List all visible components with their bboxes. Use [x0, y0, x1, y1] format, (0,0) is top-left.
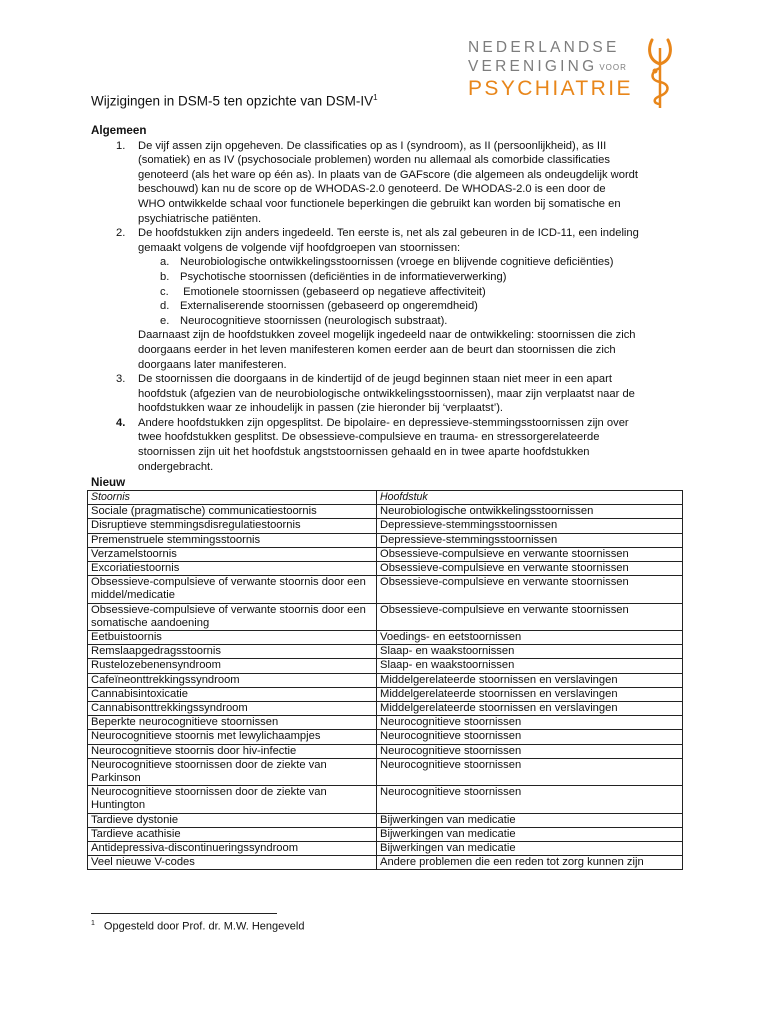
nieuw-table	[87, 490, 683, 870]
sub-list-text: Externaliserende stoornissen (gebaseerd op ongeremdheid)	[180, 300, 478, 313]
list-line: doorgaans eerder in het leven manifesteren komen eerder aan de beurt dan stoornissen die zich	[138, 343, 616, 356]
cell-stoornis: Neurocognitieve stoornissen door de ziekte van Parkinson	[88, 758, 377, 785]
list-item-3	[91, 372, 691, 416]
logo-line-2-small: VOOR	[599, 63, 627, 72]
list-number: 4.	[116, 416, 126, 429]
sub-list-text: Psychotische stoornissen (deficiënties in de informatieverwerking)	[180, 270, 507, 283]
list-line: WHO ontwikkelde schaal voor functionele beperkingen die gebruikt kan worden bij somatische en	[138, 197, 621, 210]
list-line: De hoofdstukken zijn anders ingedeeld. Ten eerste is, net als zal gebeuren in de ICD-11, een indeling	[138, 227, 639, 240]
cell-stoornis: Excoriatiestoornis	[88, 562, 377, 576]
cell-hoofdstuk: Slaap- en waakstoornissen	[377, 645, 683, 659]
list-item-2	[91, 226, 691, 255]
list-item-4	[91, 416, 691, 474]
logo-line-2	[468, 57, 633, 77]
cell-hoofdstuk: Middelgerelateerde stoornissen en verslavingen	[377, 673, 683, 687]
cell-stoornis: Beperkte neurocognitieve stoornissen	[88, 716, 377, 730]
table-row	[88, 519, 683, 533]
list-number: 1.	[116, 139, 126, 152]
sub-list-item	[91, 285, 691, 300]
table-row	[88, 562, 683, 576]
page-title-text: Wijzigingen in DSM-5 ten opzichte van DSM-IV	[91, 93, 374, 109]
sub-list-letter: c.	[160, 285, 169, 298]
cell-hoofdstuk: Depressieve-stemmingsstoornissen	[377, 519, 683, 533]
cell-stoornis: Obsessieve-compulsieve of verwante stoornis door een middel/medicatie	[88, 576, 377, 603]
cell-hoofdstuk: Neurocognitieve stoornissen	[377, 730, 683, 744]
table-row	[88, 576, 683, 603]
table-row	[88, 505, 683, 519]
cell-hoofdstuk: Neurocognitieve stoornissen	[377, 758, 683, 785]
table-row	[88, 645, 683, 659]
sub-list-letter: e.	[160, 314, 170, 327]
list-number: 3.	[116, 373, 126, 386]
nieuw-heading: Nieuw	[91, 476, 126, 489]
cell-stoornis: Neurocognitieve stoornis door hiv-infectie	[88, 744, 377, 758]
table-row	[88, 786, 683, 813]
list-line: hoofdstukken waar ze inhoudelijk in passen (zie hieronder bij ‘verplaatst’).	[138, 402, 504, 415]
list-line: De stoornissen die doorgaans in de kindertijd of de jeugd beginnen staan niet meer in een apart	[138, 373, 612, 386]
cell-hoofdstuk: Neurobiologische ontwikkelingsstoornissen	[377, 505, 683, 519]
page-title	[91, 93, 378, 109]
cell-hoofdstuk: Bijwerkingen van medicatie	[377, 813, 683, 827]
list-line: (somatiek) en as IV (psychosociale problemen) worden nu allemaal als comorbide classificaties	[138, 154, 610, 167]
table-row	[88, 856, 683, 870]
table-row	[88, 533, 683, 547]
table-row	[88, 659, 683, 673]
table-row	[88, 758, 683, 785]
cell-stoornis: Rustelozebenensyndroom	[88, 659, 377, 673]
cell-stoornis: Antidepressiva-discontinueringssyndroom	[88, 842, 377, 856]
sub-list-text: Neurocognitieve stoornissen (neurologisch substraat).	[180, 314, 448, 327]
cell-hoofdstuk: Voedings- en eetstoornissen	[377, 631, 683, 645]
sub-list-item	[91, 299, 691, 314]
sub-list-item	[91, 270, 691, 285]
cell-stoornis: Tardieve dystonie	[88, 813, 377, 827]
list-line: beschouwd) kan nu de score op de WHODAS-2.0 genoteerd. De WHODAS-2.0 is een door de	[138, 183, 606, 196]
column-header-hoofdstuk: Hoofdstuk	[377, 491, 683, 505]
cell-hoofdstuk: Obsessieve-compulsieve en verwante stoornissen	[377, 576, 683, 603]
cell-hoofdstuk: Neurocognitieve stoornissen	[377, 716, 683, 730]
table-row	[88, 687, 683, 701]
list-line: genoteerd (als het ware op één as). In plaats van de GAFscore (die algemeen als ondeugdelijk wordt	[138, 168, 639, 181]
list-line: doorgaans later manifesteren.	[138, 358, 287, 371]
cell-hoofdstuk: Obsessieve-compulsieve en verwante stoornissen	[377, 547, 683, 561]
list-line: De vijf assen zijn opgeheven. De classificaties op as I (syndroom), as II (persoonlijkheid), as III	[138, 139, 607, 152]
sub-list-item	[91, 314, 691, 329]
cell-hoofdstuk: Middelgerelateerde stoornissen en verslavingen	[377, 687, 683, 701]
cell-hoofdstuk: Bijwerkingen van medicatie	[377, 842, 683, 856]
sub-list-letter: a.	[160, 256, 170, 269]
cell-stoornis: Disruptieve stemmingsdisregulatiestoornis	[88, 519, 377, 533]
list-line: twee hoofdstukken gesplitst. De obsessieve-compulsieve en trauma- en stressorgerelateerde	[138, 431, 600, 444]
sub-list-letter: b.	[160, 270, 170, 283]
sub-list-letter: d.	[160, 300, 170, 313]
footnote-ref: 1	[373, 93, 378, 102]
column-header-stoornis: Stoornis	[88, 491, 377, 505]
cell-hoofdstuk: Bijwerkingen van medicatie	[377, 827, 683, 841]
table-row	[88, 702, 683, 716]
list-item-2-continuation	[91, 328, 691, 372]
logo-line-1: NEDERLANDSE	[468, 39, 620, 56]
table-row	[88, 673, 683, 687]
table-header-row	[88, 491, 683, 505]
cell-stoornis: Veel nieuwe V-codes	[88, 856, 377, 870]
list-number: 2.	[116, 227, 126, 240]
cell-hoofdstuk: Neurocognitieve stoornissen	[377, 744, 683, 758]
list-item-1	[91, 139, 691, 227]
table-row	[88, 631, 683, 645]
list-line: Daarnaast zijn de hoofdstukken zoveel mogelijk ingedeeld naar de ontwikkeling: stoornissen die zich	[138, 329, 636, 342]
caduceus-icon	[646, 38, 674, 110]
cell-hoofdstuk: Slaap- en waakstoornissen	[377, 659, 683, 673]
sub-list-text: Neurobiologische ontwikkelingsstoornissen (vroege en blijvende cognitieve deficiënties)	[180, 256, 614, 269]
cell-hoofdstuk: Andere problemen die een reden tot zorg kunnen zijn	[377, 856, 683, 870]
footnote	[91, 920, 304, 933]
cell-stoornis: Eetbuistoornis	[88, 631, 377, 645]
cell-hoofdstuk: Middelgerelateerde stoornissen en verslavingen	[377, 702, 683, 716]
table-row	[88, 827, 683, 841]
cell-stoornis: Neurocognitieve stoornis met lewylichaampjes	[88, 730, 377, 744]
nvvp-logo	[468, 38, 688, 110]
algemeen-heading: Algemeen	[91, 124, 147, 137]
list-line: stoornissen zijn uit het hoofdstuk angststoornissen gehaald en in twee aparte hoofdstukken	[138, 446, 590, 459]
cell-stoornis: Neurocognitieve stoornissen door de ziekte van Huntington	[88, 786, 377, 813]
footnote-divider	[91, 913, 277, 914]
cell-stoornis: Obsessieve-compulsieve of verwante stoornis door een somatische aandoening	[88, 603, 377, 630]
table-row	[88, 547, 683, 561]
table-row	[88, 813, 683, 827]
table-row	[88, 603, 683, 630]
cell-hoofdstuk: Obsessieve-compulsieve en verwante stoornissen	[377, 562, 683, 576]
cell-stoornis: Tardieve acathisie	[88, 827, 377, 841]
table-row	[88, 716, 683, 730]
footnote-text: Opgesteld door Prof. dr. M.W. Hengeveld	[103, 920, 305, 933]
cell-stoornis: Premenstruele stemmingsstoornis	[88, 533, 377, 547]
logo-text	[468, 38, 633, 101]
cell-hoofdstuk: Neurocognitieve stoornissen	[377, 786, 683, 813]
sub-list-item	[91, 255, 691, 270]
logo-line-3: PSYCHIATRIE	[468, 77, 633, 100]
footnote-number: 1	[91, 920, 95, 927]
cell-stoornis: Cannabisintoxicatie	[88, 687, 377, 701]
list-line: ondergebracht.	[138, 460, 214, 473]
list-line: psychiatrische patiënten.	[138, 212, 262, 225]
table-row	[88, 730, 683, 744]
cell-hoofdstuk: Obsessieve-compulsieve en verwante stoornissen	[377, 603, 683, 630]
sub-list-text: Emotionele stoornissen (gebaseerd op negatieve affectiviteit)	[180, 285, 486, 298]
cell-stoornis: Sociale (pragmatische) communicatiestoornis	[88, 505, 377, 519]
algemeen-section	[91, 124, 691, 474]
list-line: Andere hoofdstukken zijn opgesplitst. De bipolaire- en depressieve-stemmingsstoornissen zijn over	[138, 416, 629, 429]
list-line: hoofdstuk (afgezien van de neurobiologische ontwikkelingsstoornissen), maar zijn verplaatst naar de	[138, 387, 635, 400]
table-row	[88, 842, 683, 856]
cell-stoornis: Cafeïneonttrekkingssyndroom	[88, 673, 377, 687]
list-line: gemaakt volgens de volgende vijf hoofdgroepen van stoornissen:	[138, 241, 461, 254]
cell-hoofdstuk: Depressieve-stemmingsstoornissen	[377, 533, 683, 547]
cell-stoornis: Cannabisonttrekkingssyndroom	[88, 702, 377, 716]
table-row	[88, 744, 683, 758]
cell-stoornis: Verzamelstoornis	[88, 547, 377, 561]
cell-stoornis: Remslaapgedragsstoornis	[88, 645, 377, 659]
logo-line-2-main: VERENIGING	[468, 58, 598, 75]
